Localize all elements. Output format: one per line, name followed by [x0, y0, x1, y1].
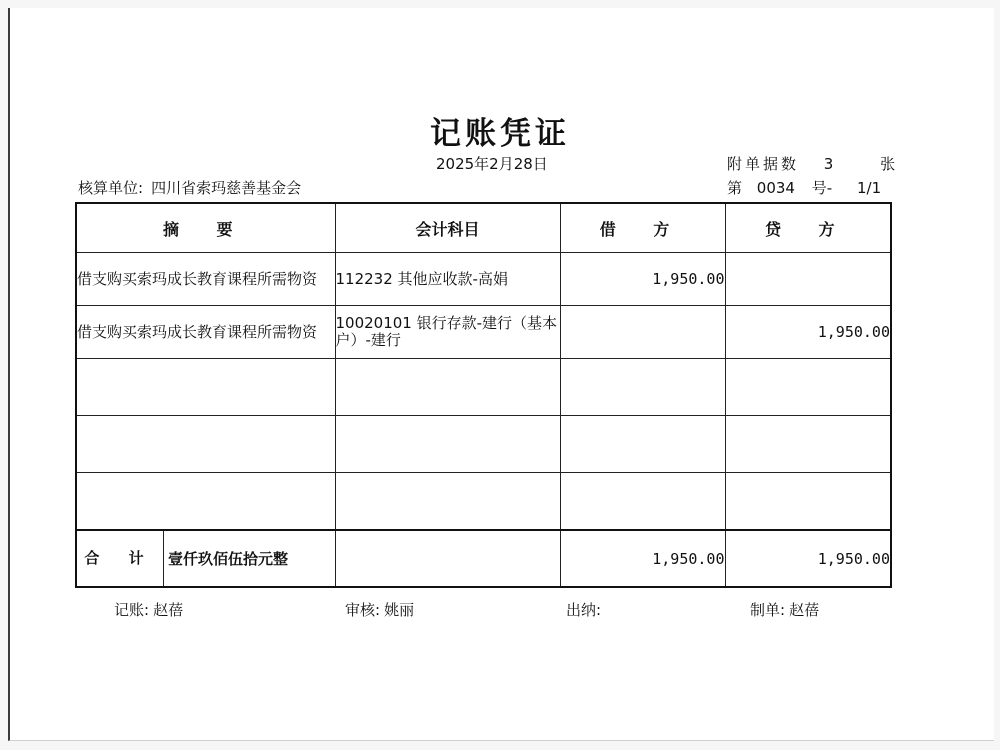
attachments-count: 3	[823, 155, 834, 173]
header-debit: 借 方	[560, 203, 725, 253]
attachments-unit: 张	[880, 155, 896, 173]
row-summary: 借支购买索玛成长教育课程所需物资	[76, 306, 335, 359]
attachments-label: 附单据数	[727, 155, 800, 173]
attachments-info	[727, 153, 895, 174]
accounting-unit-value: 四川省索玛慈善基金会	[151, 179, 302, 197]
preparer-signature	[750, 599, 819, 620]
bookkeeper-value: 赵蓓	[153, 601, 184, 619]
empty-row	[76, 416, 891, 473]
voucher-page: 1/1	[856, 179, 882, 197]
header-account: 会计科目	[335, 203, 560, 253]
row-credit: 1,950.00	[725, 306, 891, 359]
total-label: 合 计	[77, 531, 164, 586]
empty-row	[76, 473, 891, 531]
voucher-title: 记账凭证	[430, 116, 570, 152]
total-credit: 1,950.00	[725, 530, 891, 587]
voucher-suffix: 号-	[811, 179, 833, 197]
empty-row	[76, 359, 891, 416]
accounting-unit-label: 核算单位:	[78, 179, 144, 197]
bookkeeper-signature	[114, 599, 183, 620]
voucher-number: 0034	[756, 179, 795, 197]
reviewer-signature	[345, 599, 414, 620]
cashier-signature	[566, 599, 605, 620]
table-row	[76, 306, 891, 359]
total-cell	[76, 530, 335, 587]
row-account: 112232 其他应收款-高娟	[335, 253, 560, 306]
total-amount-words: 壹仟玖佰伍拾元整	[168, 550, 289, 568]
voucher-prefix: 第	[727, 179, 743, 197]
bookkeeper-label: 记账:	[114, 601, 150, 619]
voucher-number-info	[727, 177, 881, 198]
cashier-label: 出纳:	[566, 601, 602, 619]
preparer-value: 赵蓓	[789, 601, 820, 619]
total-row	[76, 530, 891, 587]
header-summary: 摘 要	[76, 203, 335, 253]
header-credit: 贷 方	[725, 203, 891, 253]
reviewer-value: 姚丽	[384, 601, 415, 619]
row-account: 10020101 银行存款-建行（基本户）-建行	[335, 306, 560, 359]
row-summary: 借支购买索玛成长教育课程所需物资	[76, 253, 335, 306]
total-account-empty	[335, 530, 560, 587]
row-debit: 1,950.00	[560, 253, 725, 306]
reviewer-label: 审核:	[345, 601, 381, 619]
row-credit	[725, 253, 891, 306]
accounting-unit	[78, 177, 301, 198]
row-debit	[560, 306, 725, 359]
preparer-label: 制单:	[750, 601, 786, 619]
header-row	[76, 203, 891, 253]
voucher-date: 2025年2月28日	[436, 155, 548, 173]
table-row	[76, 253, 891, 306]
total-debit: 1,950.00	[560, 530, 725, 587]
ledger-table	[75, 202, 892, 588]
